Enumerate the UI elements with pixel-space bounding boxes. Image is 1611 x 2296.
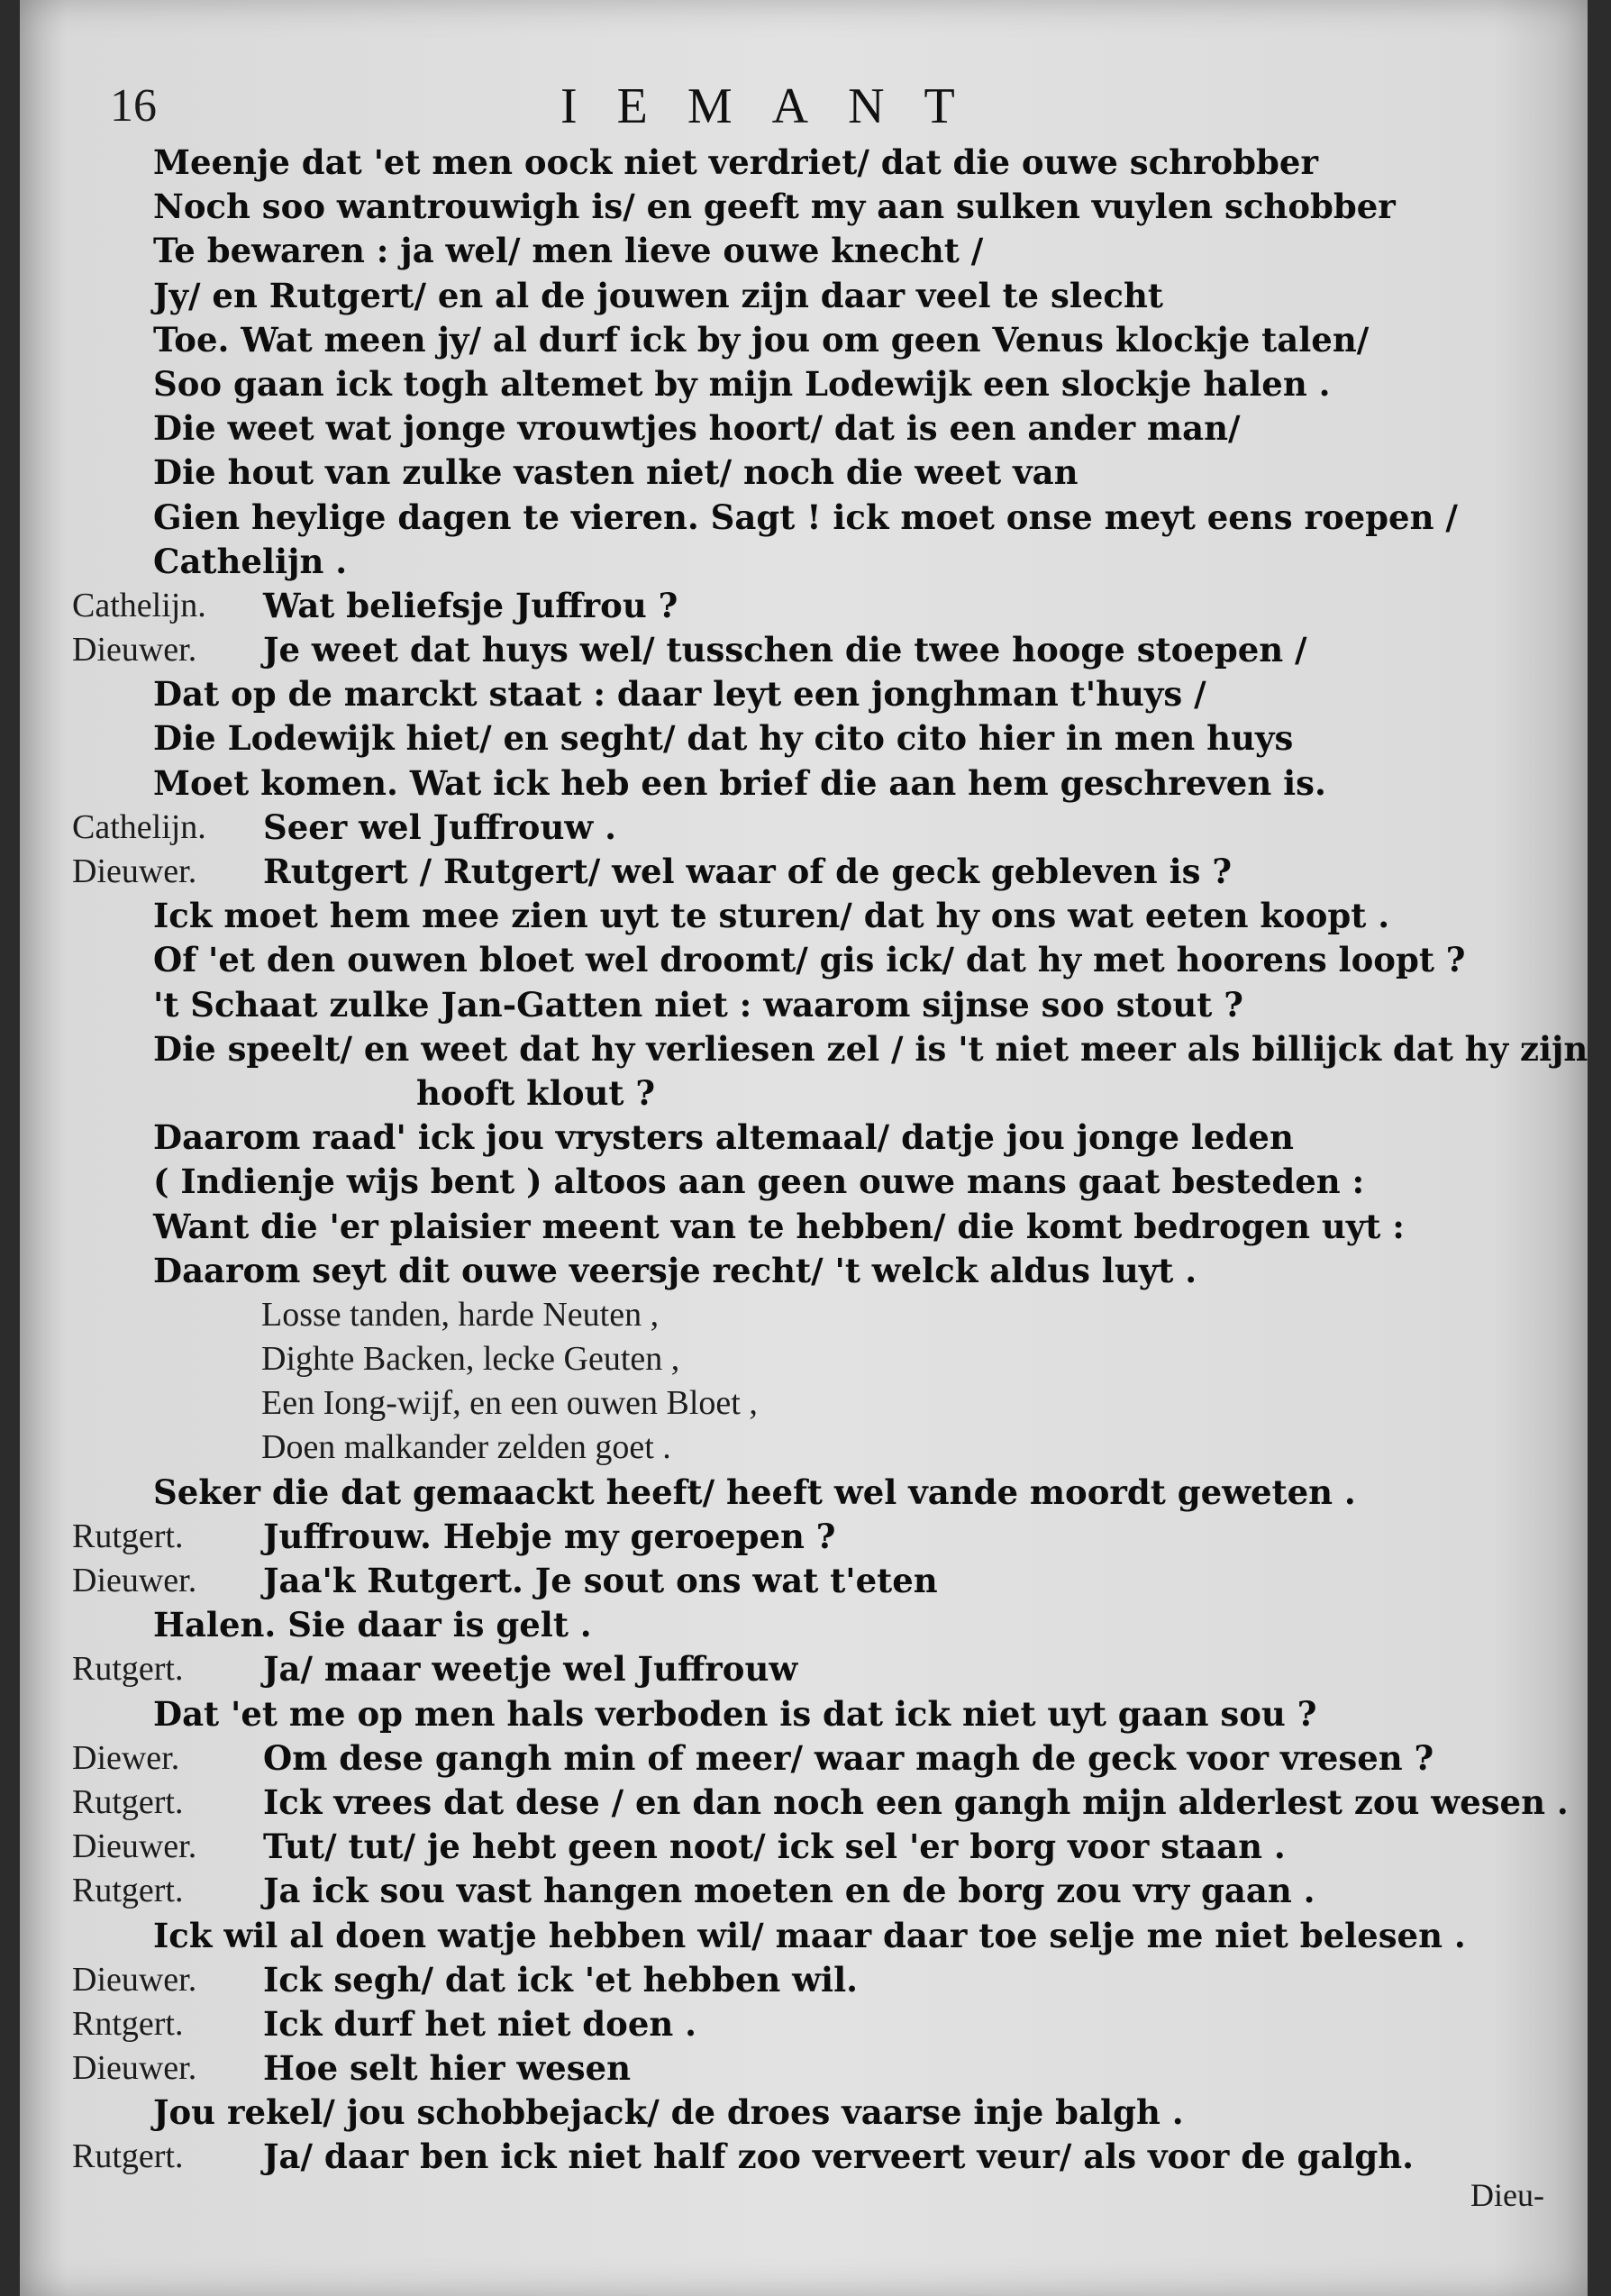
verse-text: Die speelt/ en weet dat hy verliesen zel / is 't niet meer als billijck dat hy zijn [153,1028,1588,1069]
speaker-name: Diewer. [72,1738,180,1777]
verse-line [20,496,1588,540]
verse-line [20,362,1588,406]
verse-text: Of 'et den ouwen bloet wel droomt/ gis ick/ dat hy met hoorens loopt ? [153,940,1466,980]
verse-line [20,628,1588,672]
verse-line [20,1116,1588,1160]
verse-text: Ja ick sou vast hangen moeten en de borg zou vry gaan . [263,1871,1315,1911]
verse-line [20,1027,1588,1071]
verse-line [20,1781,1588,1825]
verse-text: Hoe selt hier wesen [263,2048,631,2089]
verse-text: Een Iong-wijf, en een ouwen Bloet , [261,1384,758,1423]
book-page [20,0,1588,2296]
verse-line [20,185,1588,229]
verse-line [20,1293,1588,1337]
verse-line [20,1337,1588,1381]
verse-text: Ick segh/ dat ick 'et hebben wil. [263,1959,859,2000]
verse-line [20,141,1588,185]
verse-text: Dat 'et me op men hals verboden is dat ick niet uyt gaan sou ? [153,1693,1317,1734]
verse-text: Cathelijn . [153,541,348,581]
verse-text: Soo gaan ick togh altemet by mijn Lodewijk een slockje halen . [153,363,1331,404]
verse-text: Te bewaren : ja wel/ men lieve ouwe knecht / [153,231,984,271]
verse-line [20,761,1588,806]
verse-text: Ick vrees dat dese / en dan noch een gangh mijn alderlest zou wesen . [263,1781,1569,1822]
verse-text: Seker die dat gemaackt heeft/ heeft wel vande moordt geweten . [153,1471,1356,1512]
verse-text: Ick moet hem mee zien uyt te sturen/ dat hy ons wat eeten koopt . [153,896,1390,936]
speaker-name: Dieuwer. [72,1562,197,1599]
catchword: Dieu- [1470,2177,1544,2213]
page-number: 16 [110,80,157,132]
verse-line [20,1736,1588,1781]
speaker-name: Rutgert. [72,2137,184,2176]
verse-text: Ja/ daar ben ick niet half zoo verveert veur/ als voor de galgh. [263,2137,1415,2177]
verse-text: Ick wil al doen watje hebben wil/ maar daar toe selje me niet belesen . [153,1915,1466,1955]
verse-text: Jou rekel/ jou schobbejack/ de droes vaarse inje balgh . [153,2092,1184,2133]
verse-line [20,1426,1588,1470]
verse-line [20,1205,1588,1249]
verse-line [20,1559,1588,1603]
verse-line [20,2091,1588,2135]
speaker-name: Dieuwer. [72,1827,197,1866]
verse-line [20,983,1588,1027]
verse-line [20,1603,1588,1647]
verse-text: Moet komen. Wat ick heb een brief die aan hem geschreven is. [153,762,1326,803]
verse-text: Ja/ maar weetje wel Juffrouw [263,1649,798,1690]
verse-line [20,1958,1588,2002]
speaker-name: Rutgert. [72,1650,184,1689]
verse-text: Rutgert / Rutgert/ wel waar of de geck gebleven is ? [263,852,1233,891]
verse-text: Losse tanden, harde Neuten , [261,1295,660,1334]
verse-line [20,2002,1588,2046]
verse-line [20,1381,1588,1426]
speaker-name: Rutgert. [72,1872,184,1910]
verse-line [20,584,1588,628]
speaker-name: Cathelijn. [72,586,206,624]
verse-text: Wat beliefsje Juffrou ? [263,585,678,625]
verse-line [20,1071,1588,1116]
verse-line [20,716,1588,761]
verse-text: Seer wel Juffrouw . [263,806,616,847]
verse-text: Daarom raad' ick jou vrysters altemaal/ datje jou jonge leden [153,1117,1294,1158]
verse-text: Dighte Backen, lecke Geuten , [261,1340,680,1379]
verse-text: Juffrouw. Hebje my geroepen ? [263,1516,836,1556]
verse-line [20,2046,1588,2091]
verse-line [20,451,1588,495]
verse-line [20,1869,1588,1913]
verse-line [20,1471,1588,1515]
verse-text: 't Schaat zulke Jan-Gatten niet : waarom sijnse soo stout ? [153,984,1243,1025]
verse-line [20,1692,1588,1736]
verse-text: Meenje dat 'et men oock niet verdriet/ dat die ouwe schrobber [153,142,1318,182]
verse-text: Jaa'k Rutgert. Je sout ons wat t'eten [263,1561,938,1600]
verse-line [20,274,1588,318]
speaker-name: Rutgert. [72,1517,184,1555]
verse-line [20,938,1588,982]
verse-text: ( Indienje wijs bent ) altoos aan geen ouwe mans gaat besteden : [153,1162,1365,1202]
speaker-name: Rutgert. [72,1782,184,1821]
verse-text: Doen malkander zelden goet . [261,1428,671,1467]
verse-line [20,1515,1588,1559]
speaker-name: Dieuwer. [72,2049,197,2088]
verse-line [20,1160,1588,1204]
verse-text: Noch soo wantrouwigh is/ en geeft my aan sulken vuylen schobber [153,187,1396,227]
play-text [20,141,1588,2180]
verse-text: Want die 'er plaisier meent van te hebben/ die komt bedrogen uyt : [153,1206,1405,1246]
verse-line [20,1647,1588,1691]
verse-line [20,1249,1588,1293]
verse-text: hooft klout ? [416,1072,656,1113]
running-head: IEMANT [560,78,995,134]
speaker-name: Cathelijn. [72,807,206,846]
speaker-name: Dieuwer. [72,631,197,670]
verse-text: Gien heylige dagen te vieren. Sagt ! ick moet onse meyt eens roepen / [153,497,1458,537]
verse-text: Dat op de marckt staat : daar leyt een jonghman t'huys / [153,674,1206,715]
verse-line [20,672,1588,716]
speaker-name: Dieuwer. [72,1960,197,1999]
verse-text: Jy/ en Rutgert/ en al de jouwen zijn daar veel te slecht [153,275,1163,315]
verse-line [20,318,1588,362]
verse-text: Ick durf het niet doen . [263,2003,697,2044]
verse-line [20,1825,1588,1869]
verse-line [20,850,1588,894]
verse-line [20,229,1588,273]
verse-line [20,406,1588,451]
verse-text: Om dese gangh min of meer/ waar magh de geck voor vresen ? [263,1737,1434,1778]
verse-line [20,540,1588,584]
verse-text: Toe. Wat meen jy/ al durf ick by jou om geen Venus klockje talen/ [153,319,1370,360]
verse-line [20,1914,1588,1958]
verse-text: Tut/ tut/ je hebt geen noot/ ick sel 'er borg voor staan . [263,1827,1286,1867]
verse-text: Die weet wat jonge vrouwtjes hoort/ dat is een ander man/ [153,408,1241,449]
verse-line [20,806,1588,850]
verse-text: Je weet dat huys wel/ tusschen die twee hooge stoepen / [263,630,1307,670]
verse-line [20,894,1588,938]
verse-text: Die Lodewijk hiet/ en seght/ dat hy cito cito hier in men huys [153,718,1294,759]
verse-line [20,2135,1588,2179]
speaker-name: Rntgert. [72,2004,184,2043]
speaker-name: Dieuwer. [72,852,197,890]
verse-text: Daarom seyt dit ouwe veersje recht/ 't welck aldus luyt . [153,1250,1197,1290]
verse-text: Die hout van zulke vasten niet/ noch die weet van [153,452,1079,493]
verse-text: Halen. Sie daar is gelt . [153,1605,592,1645]
